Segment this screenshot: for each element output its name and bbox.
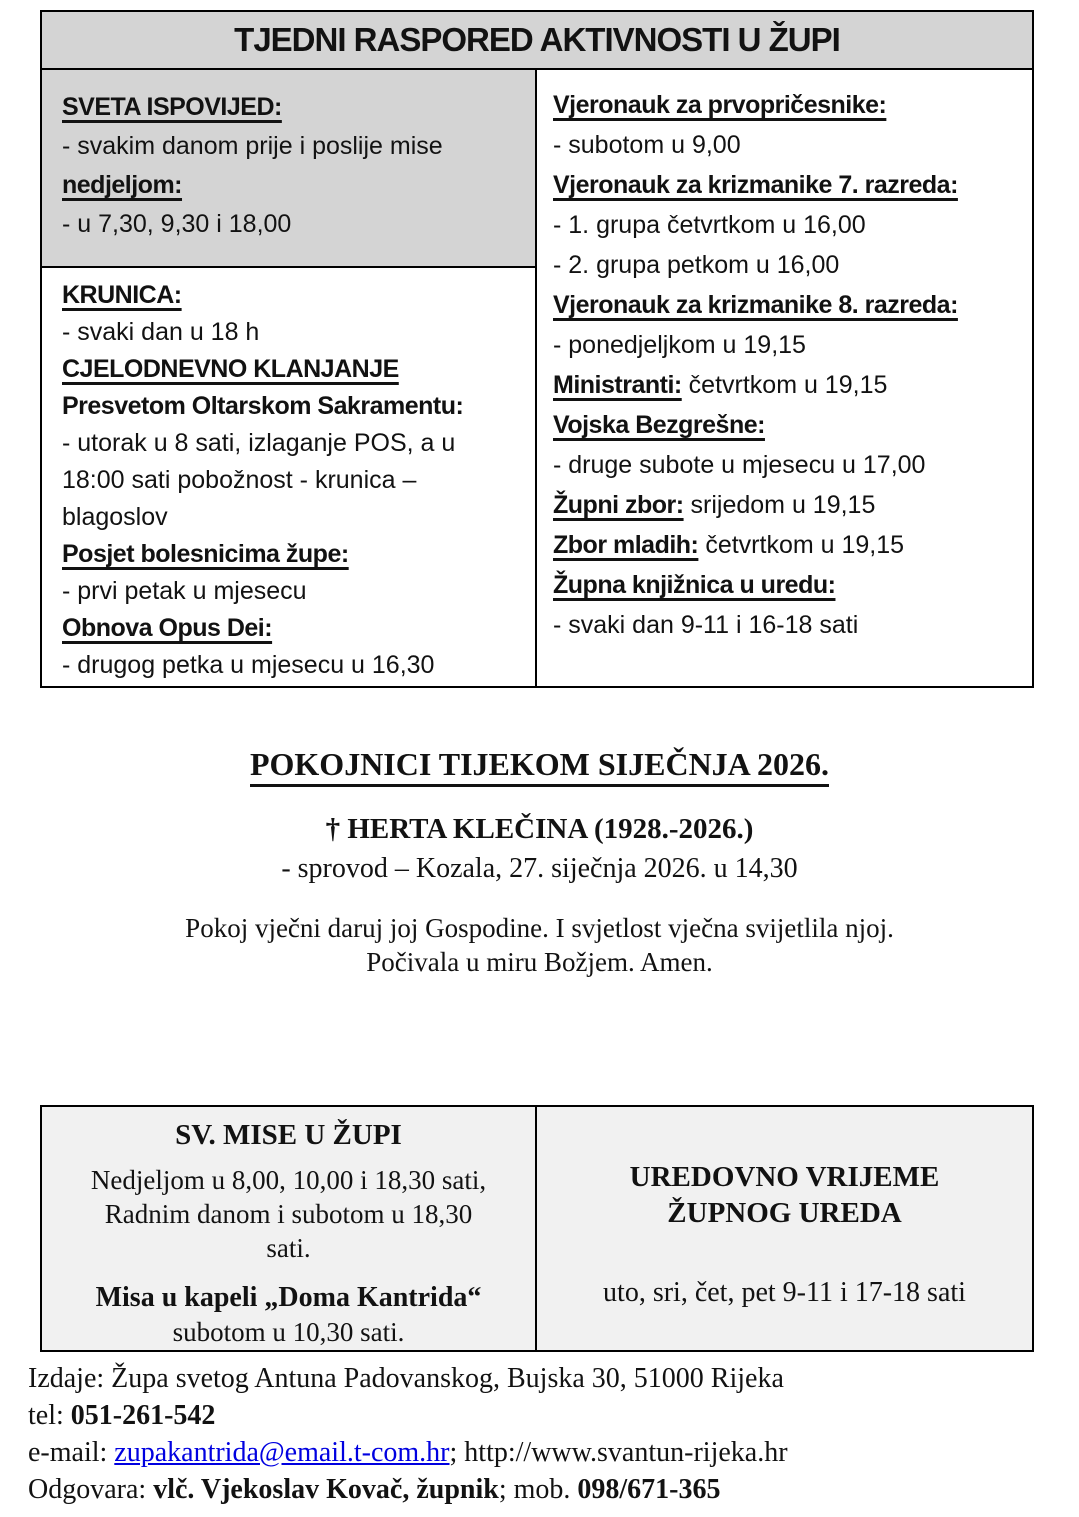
text-line — [553, 165, 1022, 205]
devotions-cell — [42, 268, 535, 686]
text-line — [553, 525, 1022, 565]
office-hours-cell — [537, 1107, 1032, 1350]
text-segment: Radnim danom i subotom u 18,30 — [104, 1199, 473, 1229]
text-line — [553, 125, 1022, 165]
text-segment: Izdaje: Župa svetog Antuna Padovanskog, Bujska 30, 51000 Rijeka — [28, 1363, 784, 1394]
text-segment: - svakim danom prije i poslije mise — [62, 132, 443, 160]
text-segment: - svaki dan u 18 h — [62, 318, 260, 346]
weekly-schedule-table — [40, 10, 1034, 688]
text-line — [553, 405, 1022, 445]
schedule-left-column — [42, 70, 537, 686]
text-segment: - 2. grupa petkom u 16,00 — [553, 251, 840, 279]
chapel-mass-time: subotom u 10,30 sati. — [172, 1317, 405, 1347]
office-hours-title-line2: ŽUPNOG UREDA — [667, 1197, 902, 1229]
masses-cell — [42, 1107, 537, 1350]
text-line — [60, 1163, 517, 1197]
text-segment: Ministranti: — [553, 371, 682, 399]
text-line — [60, 1231, 517, 1265]
text-segment: ; mob. — [498, 1474, 578, 1505]
obituary-title — [0, 746, 1079, 783]
text-segment: - utorak u 8 sati, izlaganje POS, a u — [62, 429, 456, 457]
text-segment: sati. — [266, 1233, 311, 1263]
text-line — [62, 351, 521, 388]
text-segment: nedjeljom: — [62, 171, 183, 199]
text-line — [553, 485, 1022, 525]
text-segment: ; http://www.svantun-rijeka.hr — [449, 1437, 788, 1468]
text-line — [553, 325, 1022, 365]
chapel-mass-title: Misa u kapeli „Doma Kantrida“ — [95, 1282, 482, 1313]
text-segment: - prvi petak u mjesecu — [62, 577, 307, 605]
text-segment: srijedom u 19,15 — [683, 491, 876, 519]
masses-table — [40, 1105, 1034, 1352]
obituary-section — [0, 746, 1079, 979]
text-segment: Vjeronauk za prvopričesnike: — [553, 91, 887, 119]
text-segment: SVETA ISPOVIJED: — [62, 93, 282, 121]
prayer-text — [0, 911, 1079, 979]
text-segment: CJELODNEVNO KLANJANJE — [62, 355, 399, 383]
text-segment: - svaki dan 9-11 i 16-18 sati — [553, 611, 859, 639]
text-line — [553, 605, 1022, 645]
text-line — [62, 388, 521, 425]
deceased-name: † HERTA KLEČINA (1928.-2026.) — [325, 813, 754, 845]
text-line — [62, 127, 519, 166]
schedule-body — [42, 70, 1032, 686]
text-line — [553, 565, 1022, 605]
text-segment: Nedjeljom u 8,00, 10,00 i 18,30 sati, — [90, 1165, 487, 1195]
text-segment: - drugog petka u mjesecu u 16,30 — [62, 651, 435, 679]
text-segment: - ponedjeljkom u 19,15 — [553, 331, 806, 359]
text-line — [60, 1197, 517, 1231]
text-line — [62, 610, 521, 647]
text-line — [553, 205, 1022, 245]
text-line — [62, 573, 521, 610]
text-segment: četvrtkom u 19,15 — [681, 371, 888, 399]
text-segment: Župna knjižnica u uredu: — [553, 571, 836, 599]
office-hours-value: uto, sri, čet, pet 9-11 i 17-18 sati — [603, 1277, 966, 1308]
text-line — [0, 945, 1079, 979]
text-line — [28, 1434, 788, 1471]
text-segment: 18:00 sati pobožnost - krunica – — [62, 466, 417, 494]
text-segment: vlč. Vjekoslav Kovač, župnik — [153, 1474, 499, 1505]
confession-cell — [42, 70, 535, 268]
footer-contact — [28, 1360, 788, 1508]
text-segment: - subotom u 9,00 — [553, 131, 741, 159]
text-segment: KRUNICA: — [62, 281, 182, 309]
text-segment: Zbor mladih: — [553, 531, 699, 559]
text-line — [62, 647, 521, 684]
text-line — [62, 166, 519, 205]
text-segment: - druge subote u mjesecu u 17,00 — [553, 451, 926, 479]
text-segment: - 1. grupa četvrtkom u 16,00 — [553, 211, 866, 239]
text-line — [62, 499, 521, 536]
text-segment: Pokoj vječni daruj joj Gospodine. I svjetlost vječna svijetlila njoj. — [185, 913, 894, 943]
funeral-details: - sprovod – Kozala, 27. siječnja 2026. u 14,30 — [281, 853, 798, 884]
text-line — [62, 277, 521, 314]
text-line — [62, 205, 519, 244]
text-line — [553, 245, 1022, 285]
text-segment: - u 7,30, 9,30 i 18,00 — [62, 210, 292, 238]
text-line — [553, 445, 1022, 485]
text-segment: Vjeronauk za krizmanike 8. razreda: — [553, 291, 958, 319]
text-segment: 051-261-542 — [70, 1400, 216, 1431]
text-segment: tel: — [28, 1400, 71, 1431]
masses-schedule — [60, 1163, 517, 1265]
text-segment: Vjeronauk za krizmanike 7. razreda: — [553, 171, 958, 199]
text-segment: Posjet bolesnicima župe: — [62, 540, 349, 568]
text-line — [28, 1471, 788, 1508]
text-line — [62, 425, 521, 462]
text-line — [62, 536, 521, 573]
text-segment: Odgovara: — [28, 1474, 154, 1505]
text-line — [0, 911, 1079, 945]
office-hours-title-line1: UREDOVNO VRIJEME — [629, 1161, 940, 1193]
text-line — [62, 314, 521, 351]
text-segment: e-mail: — [28, 1437, 115, 1468]
text-segment: Obnova Opus Dei: — [62, 614, 273, 642]
masses-title: SV. MISE U ŽUPI — [175, 1119, 402, 1151]
office-hours-title — [557, 1159, 1012, 1231]
text-segment: blagoslov — [62, 503, 168, 531]
text-line — [553, 285, 1022, 325]
text-line — [62, 462, 521, 499]
text-segment: Presvetom Oltarskom Sakramentu: — [62, 392, 464, 420]
text-segment: 098/671-365 — [577, 1474, 721, 1505]
obituary-title-text: POKOJNICI TIJEKOM SIJEČNJA 2026. — [250, 746, 829, 787]
text-segment: Župni zbor: — [553, 491, 684, 519]
text-line — [553, 85, 1022, 125]
text-segment: četvrtkom u 19,15 — [698, 531, 905, 559]
text-line — [62, 88, 519, 127]
email-link[interactable]: zupakantrida@email.t-com.hr — [114, 1437, 450, 1468]
text-segment: Počivala u miru Božjem. Amen. — [366, 947, 713, 977]
catechism-cell — [537, 70, 1032, 686]
text-line — [28, 1360, 788, 1397]
text-line — [28, 1397, 788, 1434]
text-segment: Vojska Bezgrešne: — [553, 411, 765, 439]
schedule-title: TJEDNI RASPORED AKTIVNOSTI U ŽUPI — [42, 12, 1032, 70]
text-line — [553, 365, 1022, 405]
